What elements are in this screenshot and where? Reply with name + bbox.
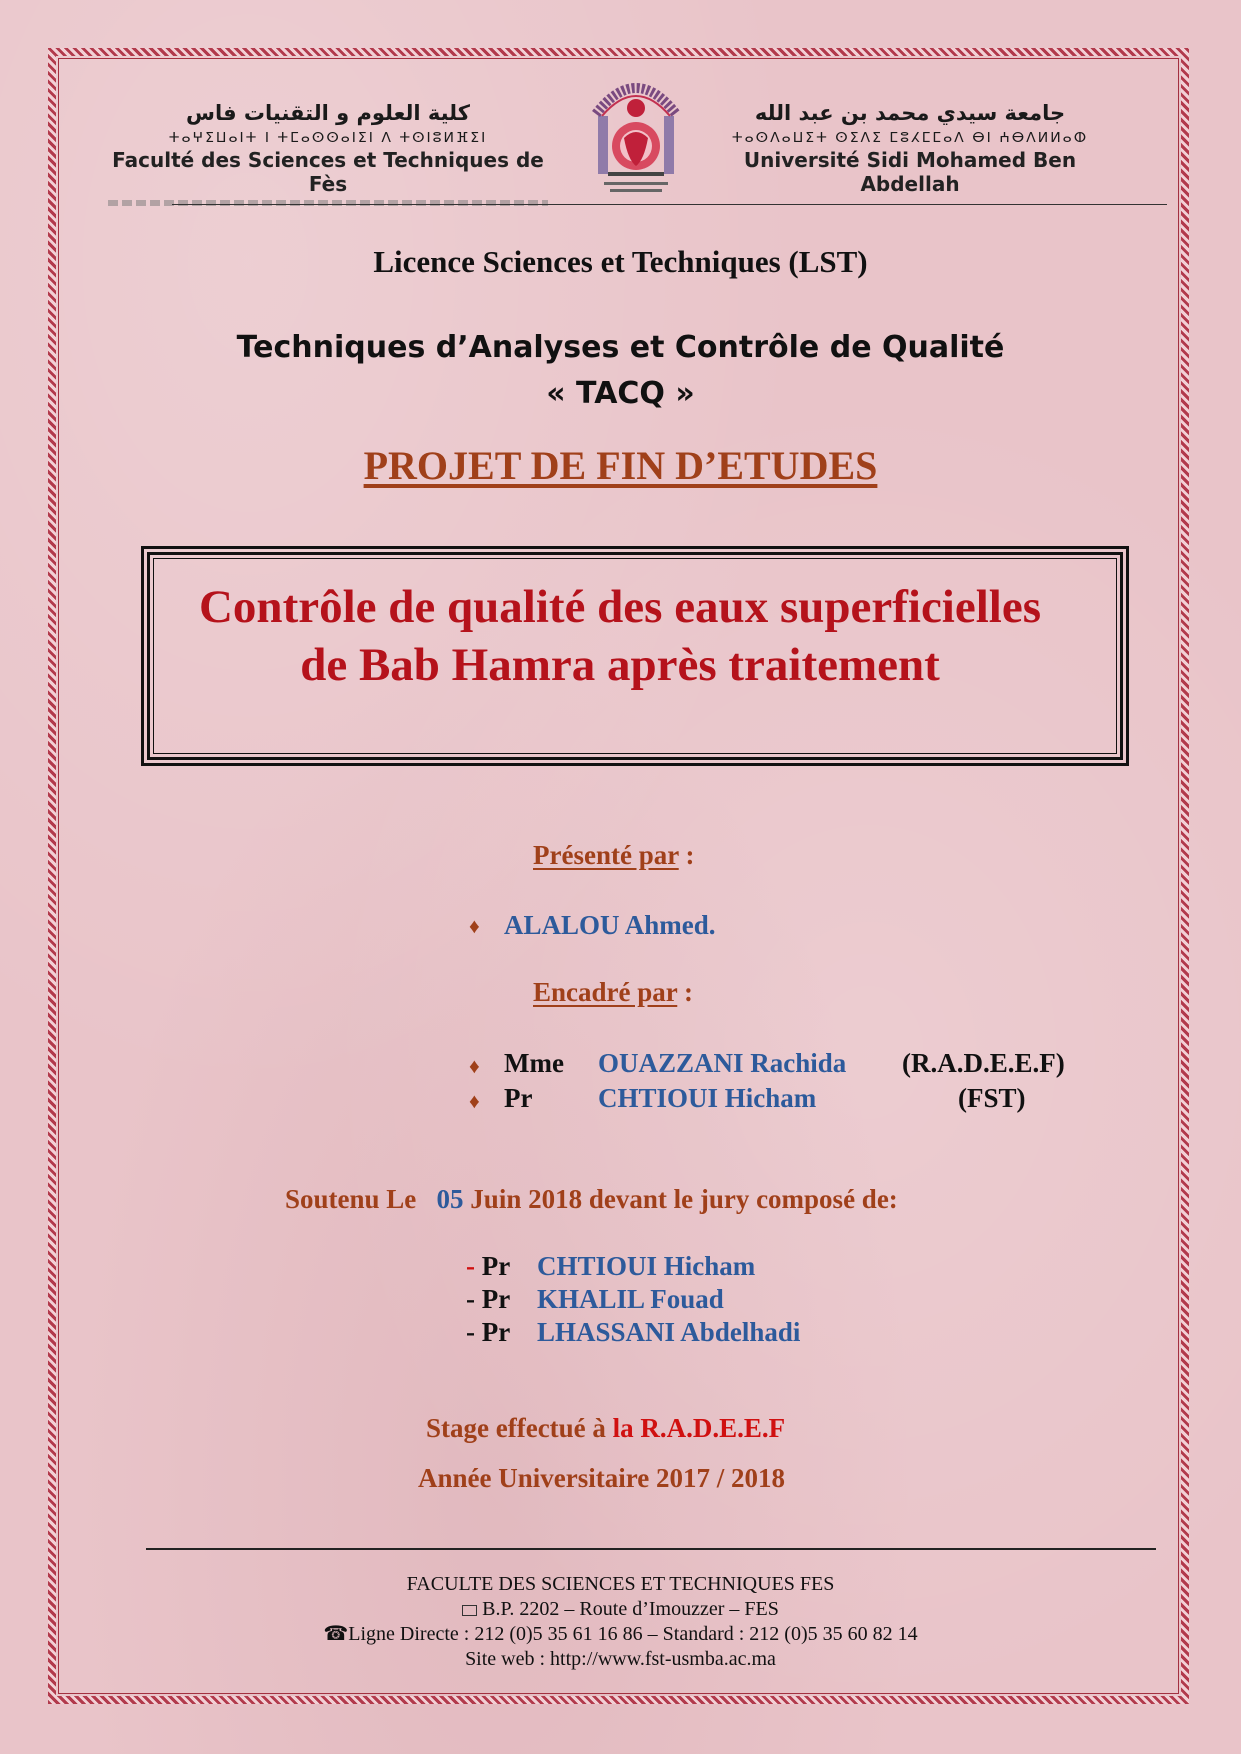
- university-name-french: Université Sidi Mohamed Ben Abdellah: [743, 148, 1077, 196]
- document-type-heading: PROJET DE FIN D’ETUDES: [363, 443, 878, 488]
- defense-day: 05: [436, 1184, 464, 1214]
- specialty-line-2: « TACQ »: [546, 376, 695, 411]
- jury-dash: -: [466, 1284, 482, 1314]
- program-name: Licence Sciences et Techniques (LST): [373, 244, 868, 279]
- mailbox-icon: [462, 1605, 477, 1616]
- presented-by-label: [533, 840, 694, 871]
- university-name-arabic: جامعة سيدي محمد بن عبد الله: [754, 101, 1066, 125]
- internship-statement: [426, 1413, 785, 1444]
- footer-phone-row: [0, 1622, 1241, 1647]
- jury-member: [466, 1284, 510, 1315]
- footer-divider: [146, 1548, 1156, 1550]
- faculty-name-arabic: كلية العلوم و التقنيات فاس: [186, 101, 470, 125]
- bullet-diamond-icon: ♦: [469, 1089, 480, 1113]
- faculty-name-french: Faculté des Sciences et Techniques de Fès: [112, 148, 544, 196]
- jury-title: Pr: [481, 1251, 511, 1281]
- defense-statement: [285, 1184, 898, 1215]
- defense-rest: Juin 2018 devant le jury composé de:: [470, 1184, 898, 1214]
- supervisor-2-title: Pr: [504, 1083, 533, 1113]
- footer: [0, 1572, 1241, 1672]
- jury-dash: -: [466, 1251, 482, 1281]
- page-border-inner: [58, 58, 1179, 1694]
- project-title: [141, 578, 1099, 694]
- defense-prefix: Soutenu Le: [285, 1184, 417, 1214]
- university-emblem-logo: [588, 66, 684, 198]
- bullet-diamond-icon: ♦: [469, 1054, 480, 1078]
- header-divider: [172, 204, 1167, 205]
- supervisor-1-title: Mme: [504, 1048, 564, 1078]
- presented-by-text: Présenté par: [533, 840, 679, 870]
- faculty-header: [98, 100, 558, 206]
- internship-place: la R.A.D.E.E.F: [612, 1413, 786, 1443]
- supervisor-1-name: OUAZZANI Rachida: [598, 1048, 847, 1078]
- jury-title: Pr: [481, 1317, 511, 1347]
- specialty-line-1: Techniques d’Analyses et Contrôle de Qualité: [236, 330, 1005, 365]
- supervised-by-label: [533, 977, 693, 1008]
- jury-member: [466, 1317, 510, 1348]
- supervisor-2-org: (FST): [958, 1083, 1026, 1113]
- university-name-tifinagh: ⵜⴰⵙⴷⴰⵡⵉⵜ ⵙⵉⴷⵉ ⵎⵓⵃⵎⵎⴰⴷ ⴱⵏ ⵄⴱⴷⵍⵍⴰⵀ: [731, 130, 1089, 146]
- supervised-by-colon: :: [677, 977, 694, 1007]
- faculty-name-underline: [108, 200, 548, 206]
- jury-member-name: KHALIL Fouad: [537, 1284, 724, 1314]
- project-title-line-2: de Bab Hamra après traitement: [300, 639, 940, 691]
- specialty-title: [0, 325, 1241, 417]
- presented-by-colon: :: [678, 840, 695, 870]
- supervisor-2-name: CHTIOUI Hicham: [598, 1083, 817, 1113]
- footer-institution: FACULTE DES SCIENCES ET TECHNIQUES FES: [406, 1573, 835, 1595]
- jury-member-name: CHTIOUI Hicham: [537, 1251, 756, 1281]
- jury-member: [466, 1251, 510, 1282]
- footer-address-row: [0, 1597, 1241, 1622]
- footer-website: Site web : http://www.fst-usmba.ac.ma: [465, 1648, 776, 1670]
- student-name: ALALOU Ahmed.: [504, 910, 716, 940]
- project-title-line-1: Contrôle de qualité des eaux superficielles: [198, 581, 1041, 633]
- jury-title: Pr: [481, 1284, 511, 1314]
- telephone-icon: ☎: [323, 1623, 349, 1645]
- jury-dash: -: [466, 1317, 482, 1347]
- footer-address: B.P. 2202 – Route d’Imouzzer – FES: [482, 1598, 779, 1620]
- internship-prefix: Stage effectué à: [426, 1413, 606, 1443]
- jury-member-name: LHASSANI Abdelhadi: [537, 1317, 801, 1347]
- footer-phone: Ligne Directe : 212 (0)5 35 61 16 86 – Standard : 212 (0)5 35 60 82 14: [348, 1623, 918, 1645]
- supervisor-1-org: (R.A.D.E.E.F): [902, 1048, 1065, 1078]
- university-header: [705, 100, 1115, 196]
- faculty-name-tifinagh: ⵜⴰⵖⵉⵡⴰⵏⵜ ⵏ ⵜⵎⴰⵙⵙⴰⵏⵉⵏ ⴷ ⵜⵙⵏⵓⵍⴼⵉⵏ: [168, 130, 488, 146]
- bullet-diamond-icon: ♦: [469, 914, 480, 938]
- academic-year: Année Universitaire 2017 / 2018: [418, 1463, 785, 1493]
- supervised-by-text: Encadré par: [533, 977, 678, 1007]
